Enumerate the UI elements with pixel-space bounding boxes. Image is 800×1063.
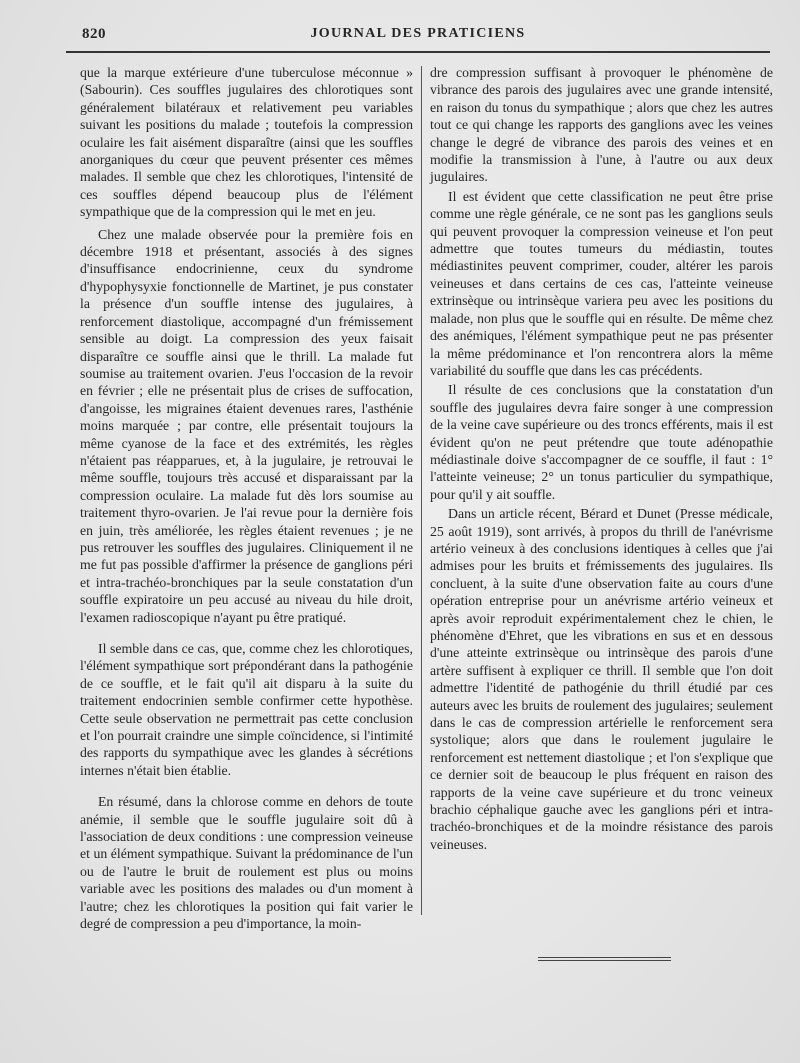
page-header xyxy=(66,26,770,50)
end-rule xyxy=(538,960,671,961)
paragraph: Il semble dans ce cas, que, comme chez les chlorotiques, l'élément sympathique sort prépondérant dans la pathogénie de ce souffle, et le fait qu'il ait disparu à la suite du traitement endocrinien semble confirmer cette hypothèse. Cette seule observation ne permettrait pas cette conclusion et l'on pourrait craindre une simple coïncidence, si l'intimité des rapports du sympathique avec les glandes à sécrétions internes n'était bien établie. xyxy=(80,641,413,778)
paragraph: Dans un article récent, Bérard et Dunet (Presse médicale, 25 août 1919), sont arrivés, à propos du thrill de l'anévrisme artério veineux à des conclusions identiques à celles que j'ai admises pour les bruits et frémissements des jugulaires. Ils concluent, à la suite d'une observation faite au cours d'une opération entreprise pour un anévrisme artério veineux et après avoir reproduit expérimentalement chez le chien, le phénomène d'Ehret, que les vibrations en sus et en dessous d'une atteinte extrinsèque ou intrinsèque des parois d'une artère suffisent à expliquer ce thrill. Il semble que l'on doit admettre l'identité de pathogénie du thrill étudié par ces auteurs avec les bruits de roulement des jugulaires; seulement dans le cas de compression artérielle le renforcement sera systolique; alors que dans le roulement jugulaire le renforcement est nettement diastolique ; et l'on s'explique que ce dernier soit de beaucoup le plus fréquent en raison des rapports de la veine cave supérieure et du tronc veineux brachio céphalique gauche avec les ganglions péri et intra-trachéo-bronchiques et de la moindre résistance des parois veineuses. xyxy=(430,506,773,852)
paragraph: Il résulte de ces conclusions que la constatation d'un souffle des jugulaires devra faire songer à une compression de la veine cave supérieure ou des troncs efférents, mais il est évident qu'on ne peut prétendre que toute adénopathie médiastinale doive s'accompagner de ce souffle, il faut : 1° l'atteinte veineuse; 2° un tonus particulier du sympathique, pour qu'il y ait souffle. xyxy=(430,382,773,502)
running-title: JOURNAL DES PRATICIENS xyxy=(310,26,526,41)
paragraph: Il est évident que cette classification ne peut être prise comme une règle générale, ce ne sont pas les ganglions seuls qui peuvent provoquer la compression veineuse et l'on peut admettre que toutes tumeurs du médiastin, toutes médiastinites peuvent comprimer, couder, altérer les parois veineuses et dans certains de ces cas, l'atteinte veineuse extrinsèque ou intrinsèque variera peu avec les positions du malade, non plus que le souffle qui en résulte. De même chez des anémiques, l'élément sympathique peut ne pas présenter la même prédominance et l'on rencontrera alors la même variabilité du souffle que dans les cas précédents. xyxy=(430,188,773,378)
header-rule xyxy=(66,51,770,53)
paragraph: que la marque extérieure d'une tuberculose méconnue » (Sabourin). Ces souffles jugulaires des chlorotiques sont généralement bilatéraux et relativement peu variables suivant les positions du malade ; toutefois la compression oculaire les fait aisément disparaître (ainsi que les souffles anorganiques du cœur que peuvent présenter ces mêmes malades. Il semble que chez les chlorotiques, l'intensité de ces souffles dépend beaucoup plus de l'élément sympathique que de la compression qui le met en jeu. xyxy=(80,65,413,220)
page-number: 820 xyxy=(82,26,106,42)
paragraph: Chez une malade observée pour la première fois en décembre 1918 et présentant, associés à des signes d'insuffisance endocrinienne, ceux du syndrome d'hypophysyxie fonctionnelle de Martinet, je pus constater la présence d'un souffle intense des jugulaires, à renforcement diastolique, accompagné d'un frémissement sensible au doigt. La compression des yeux faisait disparaître ce souffle ainsi que le thrill. La malade fut soumise au traitement ovarien. J'eus l'occasion de la revoir en février ; elle ne présentait plus de crises de suffocation, d'angoisse, les migraines étaient devenues rares, l'asthénie moins marquée ; par contre, elle présentait toujours la même cyanose de la face et des extrémités, les règles n'étaient pas réapparues, et, à la jugulaire, je retrouvai le même souffle, toujours très accusé et disparaissant par la compression oculaire. La malade fut dès lors soumise au traitement thyro-ovarien. Je l'ai revue pour la dernière fois en juin, très améliorée, les règles étaient revenues ; je ne pus retrouver les souffles des jugulaires. Cliniquement il ne me fut pas possible d'affirmer la présence de ganglions péri et intra-trachéo-bronchiques par la seule constatation d'un souffle expiratoire un peu accusé au niveau du hile droit, l'examen radioscopique n'ayant pu être pratiqué. xyxy=(80,226,413,625)
end-rule xyxy=(538,957,671,958)
left-column xyxy=(80,64,413,933)
right-column xyxy=(430,64,773,853)
paragraph: dre compression suffisant à provoquer le phénomène de vibrance des parois des jugulaires avec une grande intensité, en raison du tonus du sympathique ; alors que chez les autres tout ce qui change les rapports des ganglions avec les veines change le degré de vibrance des parois des veines et en modifie la transmission à l'une, à l'autre ou aux deux jugulaires. xyxy=(430,65,773,185)
column-divider xyxy=(421,66,422,915)
paragraph: En résumé, dans la chlorose comme en dehors de toute anémie, il semble que le souffle jugulaire soit dû à l'association de deux conditions : une compression veineuse et un élément sympathique. Suivant la prédominance de l'un ou de l'autre le bruit de roulement est plus ou moins variable avec les positions des malades ou d'un moment à l'autre; chez les chlorotiques la position qui fait varier le degré de compression a peu d'importance, la moin- xyxy=(80,794,413,932)
